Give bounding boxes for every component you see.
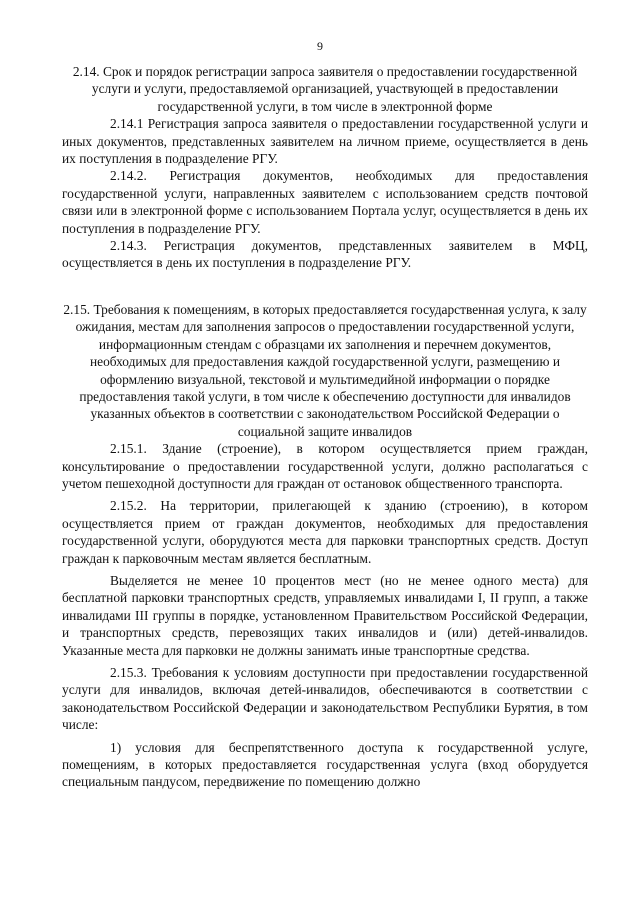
paragraph-parking-quota: Выделяется не менее 10 процентов мест (но не менее одного места) для бесплатной парковки транспортных средств, управляемых инвалидами I, II групп, а также инвалидами III группы в порядке, установленном Правительством Российской Федерации, и транспортных средств, перевозящих таких инвалидов и (или) детей-инвалидов. Указанные места для парковки не должны занимать иные транспортные средства.: [62, 572, 588, 658]
paragraph-list-item-1: 1) условия для беспрепятственного доступа к государственной услуге, помещениям, в которых предоставляется государственная услуга (вход оборудуется специальным пандусом, передвижение по помещению должно: [62, 739, 588, 790]
section-2-14-heading: 2.14. Срок и порядок регистрации запроса заявителя о предоставлении государственной услуги и услуги, предоставляемой организацией, участвующей в предоставлении государственной услуги, в том числе в электронной форме: [72, 64, 578, 114]
document-body: [62, 63, 588, 791]
paragraph-2-15-1: 2.15.1. Здание (строение), в котором осуществляется прием граждан, консультирование о предоставлении государственной услуги, должно располагаться с учетом пешеходной доступности для граждан от остановок общественного транспорта.: [62, 441, 588, 491]
paragraph-2-14-3: 2.14.3. Регистрация документов, представленных заявителем в МФЦ, осуществляется в день их поступления в подразделение РГУ.: [62, 238, 588, 271]
page-number: 9: [317, 39, 323, 53]
paragraph-2-15-3: 2.15.3. Требования к условиям доступности при предоставлении государственной услуги для инвалидов, включая детей-инвалидов, обеспечиваются в соответствии с законодательством Российской Федерации и законодательством Республики Бурятия, в том числе:: [62, 665, 588, 733]
section-2-15-heading: 2.15. Требования к помещениям, в которых предоставляется государственная услуга, к залу ожидания, местам для заполнения запросов о предоставлении государственной услуги, информационным стендам с образцами их заполнения и перечнем документов, необходимых для предоставления каждой государственной услуги, размещению и оформлению визуальной, текстовой и мультимедийной информации о порядке предоставления такой услуги, в том числе к обеспечению доступности для инвалидов указанных объектов в соответствии с законодательством Российской Федерации о социальной защите инвалидов: [63, 301, 587, 439]
paragraph-2-14-2: 2.14.2. Регистрация документов, необходимых для предоставления государственной услуги, направленных заявителем с использованием средств почтовой связи или в электронной форме с использованием Портала услуг, осуществляется в день их поступления в подразделение РГУ.: [62, 168, 588, 236]
paragraph-2-15-2: 2.15.2. На территории, прилегающей к зданию (строению), в котором осуществляется прием от граждан документов, необходимых для предоставления государственной услуги, оборудуются места для парковки транспортных средств. Доступ граждан к парковочным местам является бесплатным.: [62, 498, 588, 566]
paragraph-2-14-1: 2.14.1 Регистрация запроса заявителя о предоставлении государственной услуги и иных документов, представленных заявителем на личном приеме, осуществляется в день их поступления в подразделение РГУ.: [62, 116, 588, 167]
